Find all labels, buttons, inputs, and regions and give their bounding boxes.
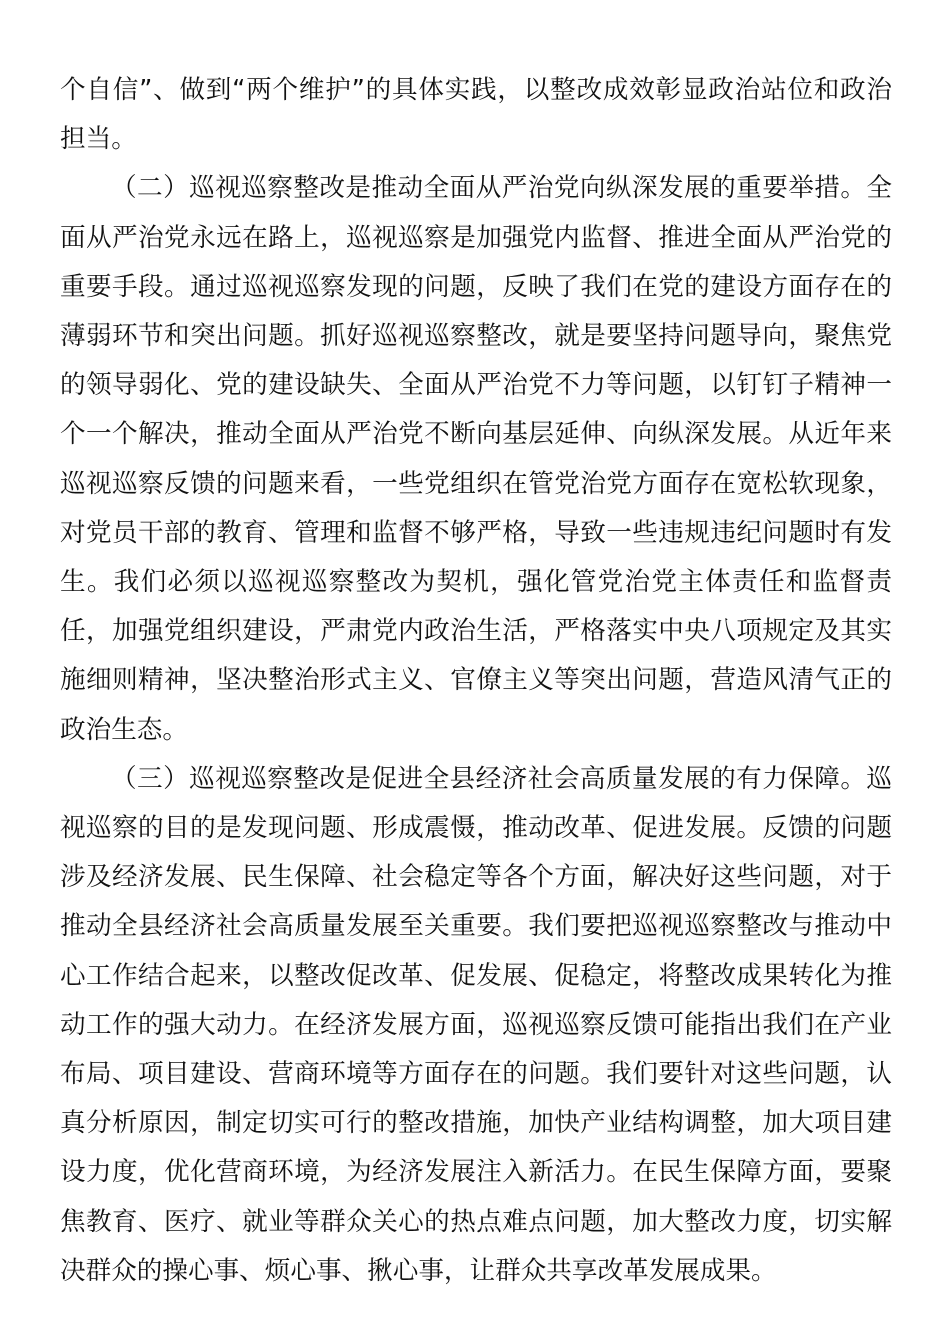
paragraph-section-two: （二）巡视巡察整改是推动全面从严治党向纵深发展的重要举措。全面从严治党永远在路上，巡视巡察是加强党内监督、推进全面从严治党的重要手段。通过巡视巡察发现的问题，反映了我们在党的建设方面存在的薄弱环节和突出问题。抓好巡视巡察整改，就是要坚持问题导向，聚焦党的领导弱化、党的建设缺失、全面从严治党不力等问题，以钉钉子精神一个一个解决，推动全面从严治党不断向基层延伸、向纵深发展。从近年来巡视巡察反馈的问题来看，一些党组织在管党治党方面存在宽松软现象，对党员干部的教育、管理和监督不够严格，导致一些违规违纪问题时有发生。我们必须以巡视巡察整改为契机，强化管党治党主体责任和监督责任，加强党组织建设，严肃党内政治生活，严格落实中央八项规定及其实施细则精神，坚决整治形式主义、官僚主义等突出问题，营造风清气正的政治生态。 [60,173,892,745]
document-page [60,66,892,1296]
paragraph-continuation: 个自信”、做到“两个维护”的具体实践，以整改成效彰显政治站位和政治担当。 [60,75,892,155]
paragraph-section-three: （三）巡视巡察整改是促进全县经济社会高质量发展的有力保障。巡视巡察的目的是发现问题、形成震慑，推动改革、促进发展。反馈的问题涉及经济发展、民生保障、社会稳定等各个方面，解决好这些问题，对于推动全县经济社会高质量发展至关重要。我们要把巡视巡察整改与推动中心工作结合起来，以整改促改革、促发展、促稳定，将整改成果转化为推动工作的强大动力。在经济发展方面，巡视巡察反馈可能指出我们在产业布局、项目建设、营商环境等方面存在的问题。我们要针对这些问题，认真分析原因，制定切实可行的整改措施，加快产业结构调整，加大项目建设力度，优化营商环境，为经济发展注入新活力。在民生保障方面，要聚焦教育、医疗、就业等群众关心的热点难点问题，加大整改力度，切实解决群众的操心事、烦心事、揪心事，让群众共享改革发展成果。 [60,763,892,1286]
